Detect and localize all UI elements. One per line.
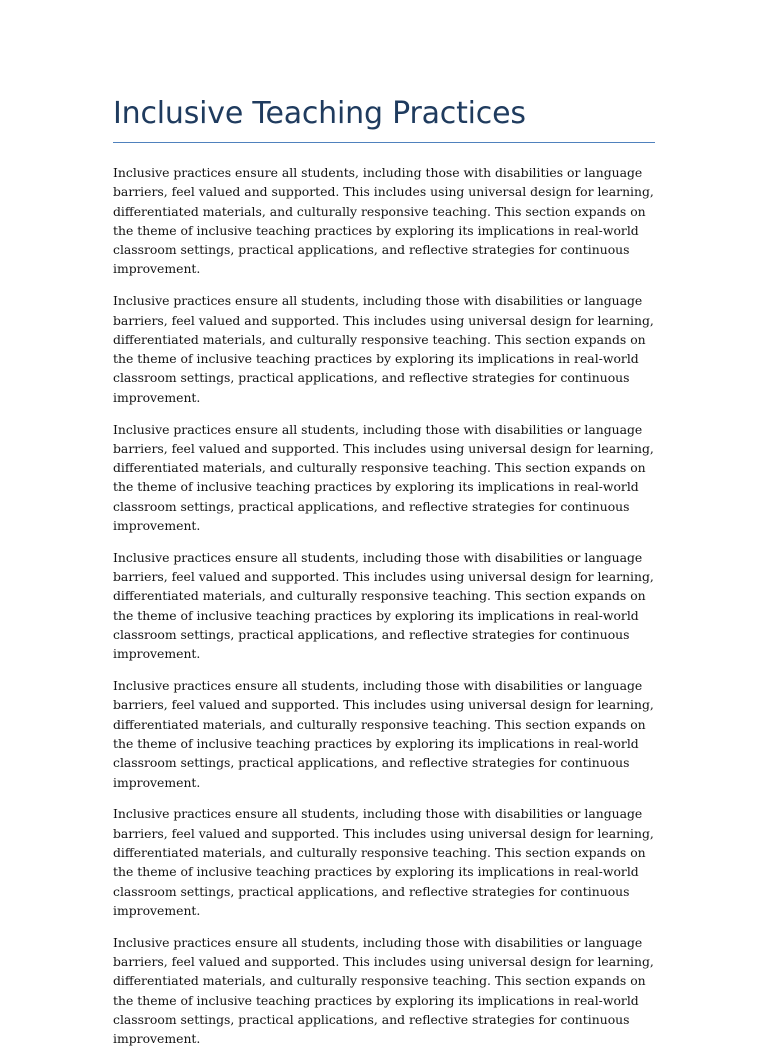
- body-paragraph: Inclusive practices ensure all students, including those with disabilities or language barriers, feel valued and supported. This includes using universal design for learning, differentiated materials, and culturally responsive teaching. This section expands on the theme of inclusive teaching practices by exploring its implications in real-world classroom settings, practical applications, and reflective strategies for continuous improvement.: [113, 549, 654, 662]
- body-paragraph: Inclusive practices ensure all students, including those with disabilities or language barriers, feel valued and supported. This includes using universal design for learning, differentiated materials, and culturally responsive teaching. This section expands on the theme of inclusive teaching practices by exploring its implications in real-world classroom settings, practical applications, and reflective strategies for continuous improvement.: [113, 934, 654, 1047]
- body-paragraph: Inclusive practices ensure all students, including those with disabilities or language barriers, feel valued and supported. This includes using universal design for learning, differentiated materials, and culturally responsive teaching. This section expands on the theme of inclusive teaching practices by exploring its implications in real-world classroom settings, practical applications, and reflective strategies for continuous improvement.: [113, 293, 654, 405]
- body-paragraph: Inclusive practices ensure all students, including those with disabilities or language barriers, feel valued and supported. This includes using universal design for learning, differentiated materials, and culturally responsive teaching. This section expands on the theme of inclusive teaching practices by exploring its implications in real-world classroom settings, practical applications, and reflective strategies for continuous improvement.: [113, 806, 654, 918]
- body-paragraph: Inclusive practices ensure all students, including those with disabilities or language barriers, feel valued and supported. This includes using universal design for learning, differentiated materials, and culturally responsive teaching. This section expands on the theme of inclusive teaching practices by exploring its implications in real-world classroom settings, practical applications, and reflective strategies for continuous improvement.: [113, 165, 654, 277]
- document-title: Inclusive Teaching Practices: [113, 92, 655, 143]
- paragraph-list: [113, 163, 655, 1048]
- body-paragraph: Inclusive practices ensure all students, including those with disabilities or language barriers, feel valued and supported. This includes using universal design for learning, differentiated materials, and culturally responsive teaching. This section expands on the theme of inclusive teaching practices by exploring its implications in real-world classroom settings, practical applications, and reflective strategies for continuous improvement.: [113, 678, 654, 790]
- document-content: [113, 92, 655, 1048]
- body-paragraph: Inclusive practices ensure all students, including those with disabilities or language barriers, feel valued and supported. This includes using universal design for learning, differentiated materials, and culturally responsive teaching. This section expands on the theme of inclusive teaching practices by exploring its implications in real-world classroom settings, practical applications, and reflective strategies for continuous improvement.: [113, 421, 654, 534]
